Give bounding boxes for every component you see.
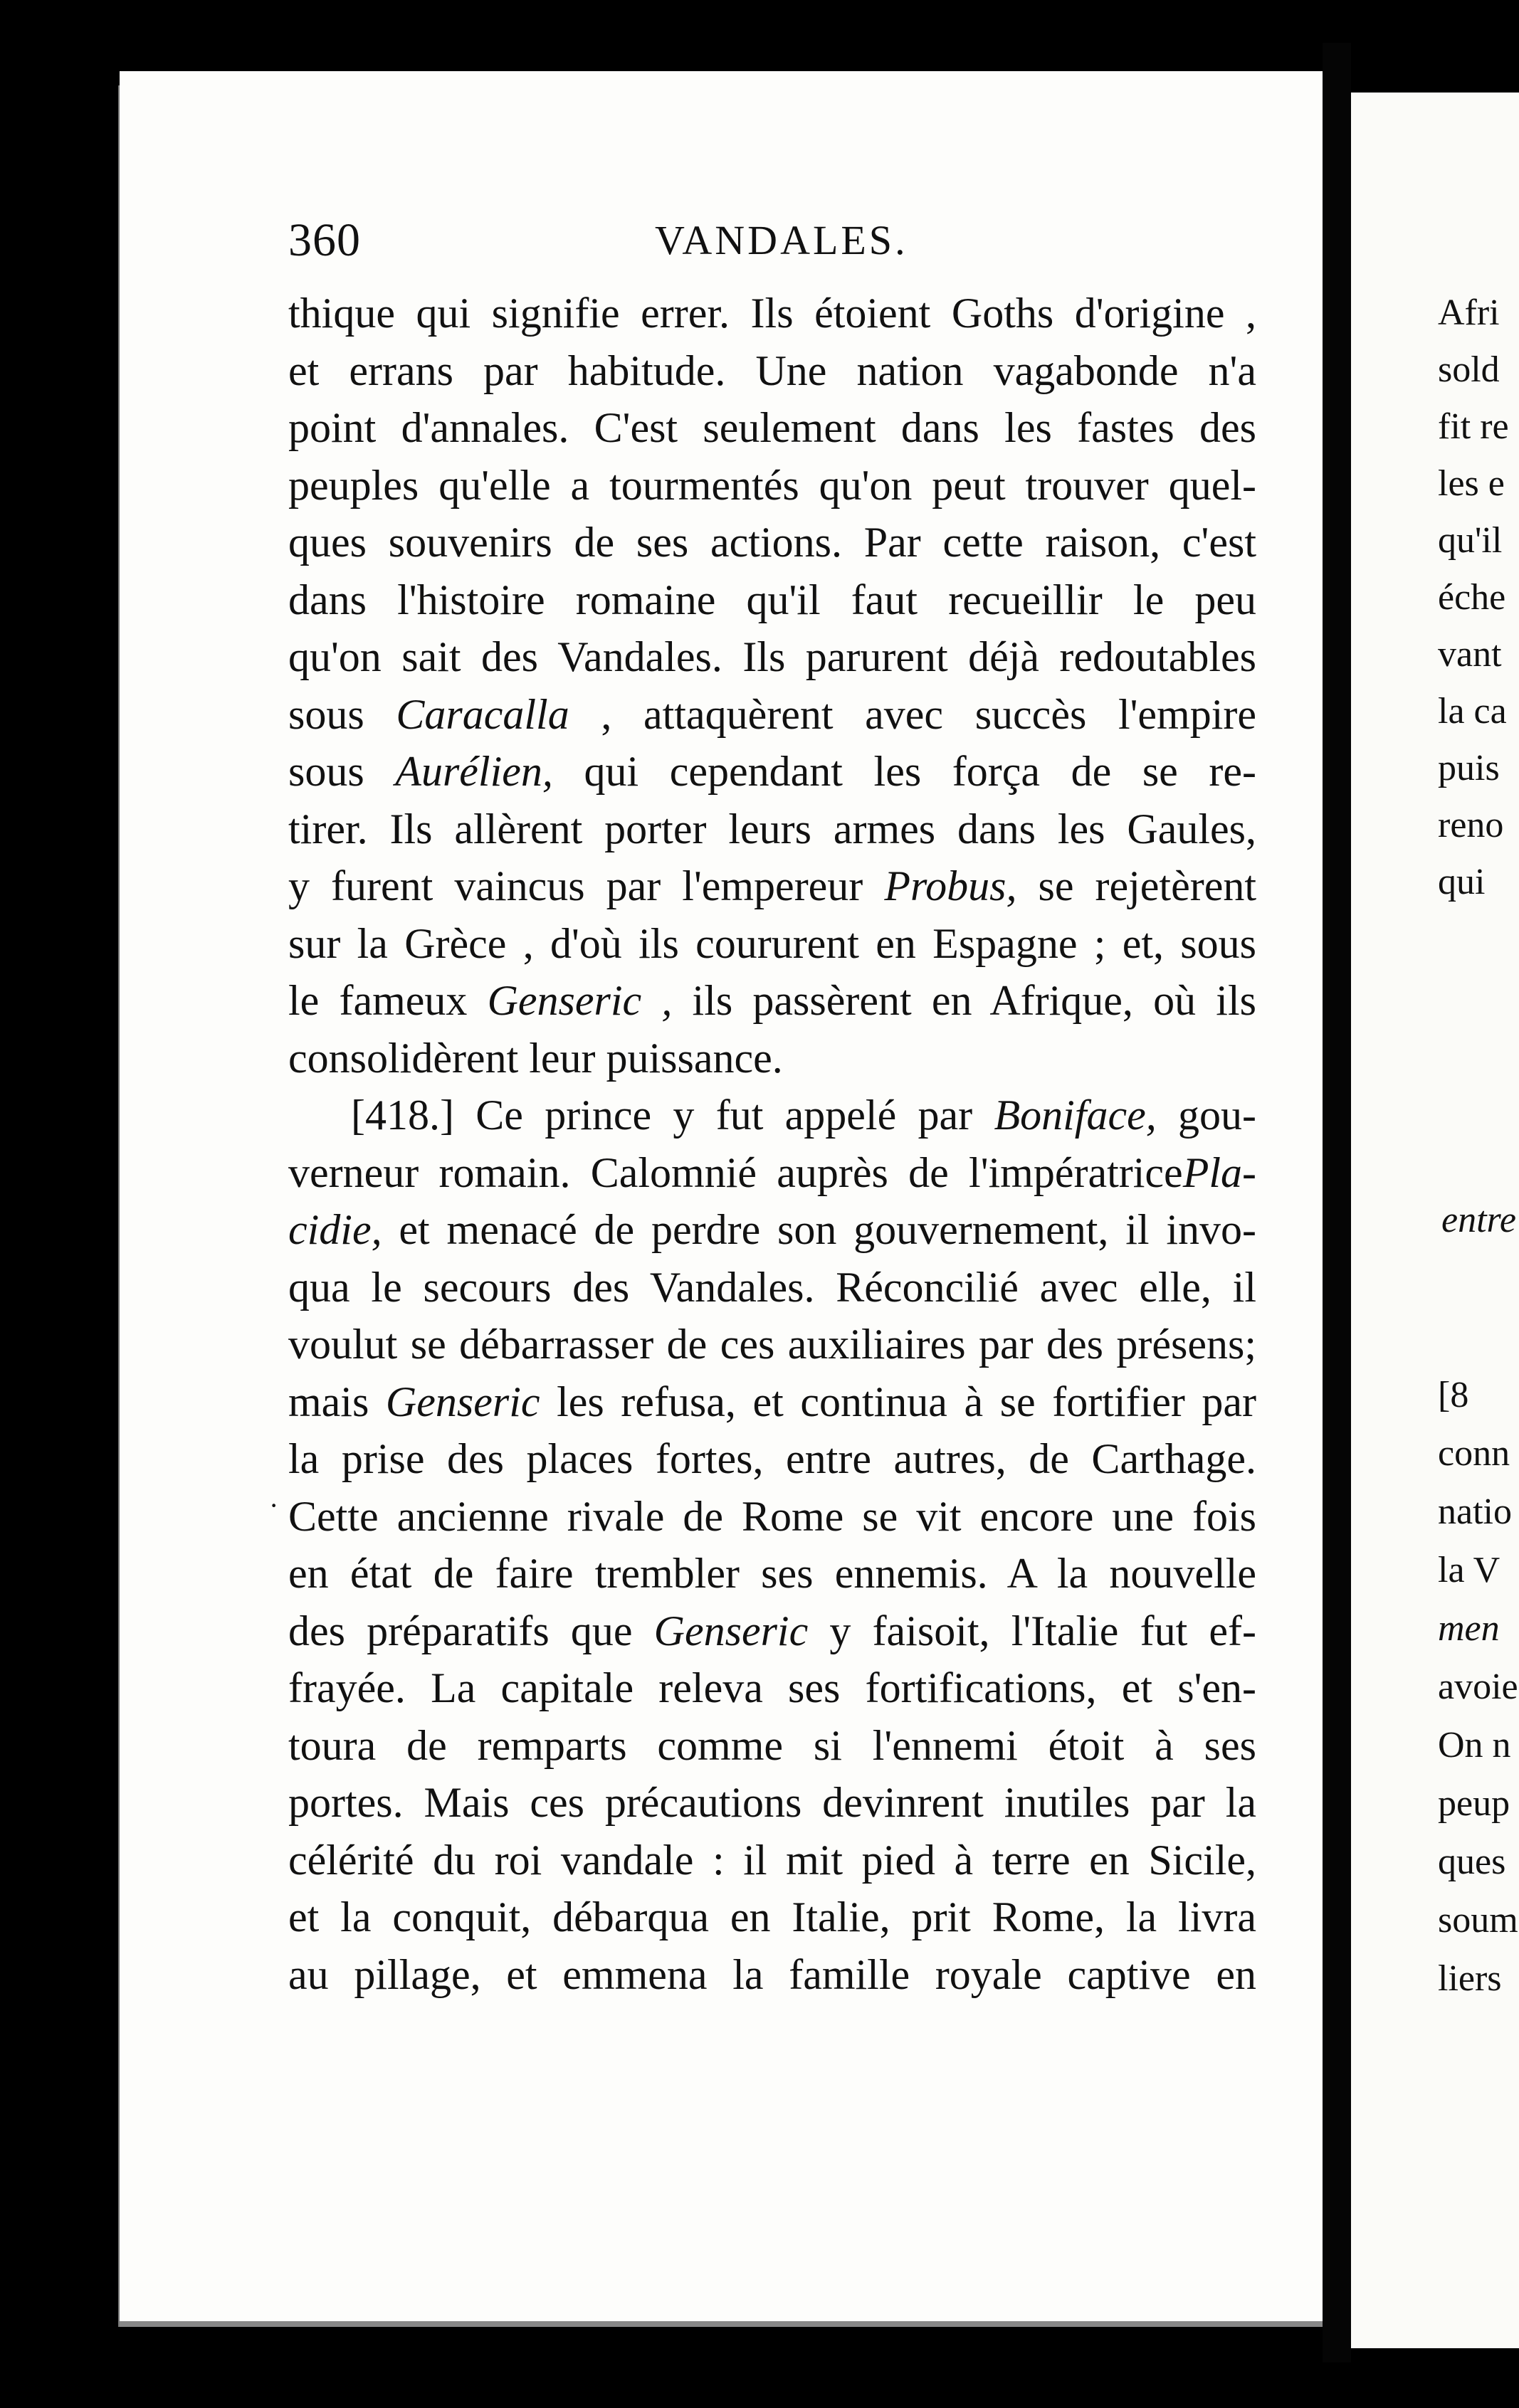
- page-number: 360: [288, 214, 361, 266]
- fragment: sold: [1438, 349, 1500, 390]
- fragment: la ca: [1438, 691, 1507, 732]
- fragment: soum: [1438, 1900, 1518, 1940]
- text-line: et la conquit, débarqua en Italie, prit Rome, la livra: [288, 1894, 1256, 1940]
- page-header: [288, 213, 1256, 270]
- text-line: thique qui signifie errer. Ils étoient Goths d'origine ,: [288, 290, 1256, 337]
- fragment: les e: [1438, 463, 1505, 504]
- text-line: sous Caracalla , attaquèrent avec succès l'empire: [288, 690, 1257, 738]
- fragment: la V: [1438, 1550, 1500, 1590]
- italic-name: Caracalla: [396, 690, 569, 738]
- text-line: qu'on sait des Vandales. Ils parurent déjà redoutables: [288, 633, 1256, 680]
- text-line: en état de faire trembler ses ennemis. A la nouvelle: [288, 1550, 1256, 1597]
- text-line: verneur romain. Calomnié auprès de l'impératricePla-: [288, 1148, 1256, 1196]
- text-line: mais Genseric les refusa, et continua à se fortifier par: [288, 1378, 1256, 1425]
- italic-name: cidie,: [288, 1206, 382, 1253]
- fragment: qui: [1438, 862, 1486, 902]
- fragment: men: [1438, 1608, 1500, 1649]
- margin-mark: ·: [269, 1489, 279, 1521]
- fragment: Afri: [1438, 292, 1500, 333]
- text-line: dans l'histoire romaine qu'il faut recueillir le peu: [288, 576, 1256, 623]
- text-line: point d'annales. C'est seulement dans les fastes des: [288, 404, 1256, 451]
- running-head: VANDALES.: [655, 217, 908, 263]
- text-line: [418.] Ce prince y fut appelé par Boniface, gou-: [351, 1092, 1256, 1139]
- fragment: natio: [1438, 1491, 1512, 1532]
- text-line: célérité du roi vandale : il mit pied à terre en Sicile,: [288, 1836, 1256, 1884]
- text-line: qua le secours des Vandales. Réconcilié avec elle, il: [288, 1263, 1256, 1311]
- page-bottom-edge: [120, 2321, 1323, 2327]
- text-line: le fameux Genseric , ils passèrent en Afrique, où ils: [288, 977, 1256, 1024]
- facing-page-italic-fragment: entre: [1441, 1200, 1516, 1240]
- fragment: ques: [1438, 1842, 1506, 1882]
- fragment: peup: [1438, 1783, 1510, 1824]
- text-line: frayée. La capitale releva ses fortifications, et s'en-: [288, 1664, 1256, 1711]
- italic-name: Probus,: [884, 862, 1017, 909]
- text-line: voulut se débarrasser de ces auxiliaires par des présens;: [288, 1321, 1256, 1368]
- italic-name: Genseric: [385, 1378, 540, 1425]
- text-line: la prise des places fortes, entre autres, de Carthage.: [288, 1435, 1256, 1482]
- fragment: reno: [1438, 805, 1504, 845]
- book-gutter: [1323, 43, 1351, 2362]
- text-line: toura de remparts comme si l'ennemi étoit à ses: [288, 1721, 1256, 1769]
- fragment: On n: [1438, 1725, 1511, 1765]
- facing-page-fragments-bottom: [1438, 1366, 1519, 2008]
- text-line: des préparatifs que Genseric y faisoit, l'Italie fut ef-: [288, 1607, 1256, 1654]
- text-line: sous Aurélien, qui cependant les força de se re-: [288, 748, 1256, 795]
- text-line: consolidèrent leur puissance.: [288, 1034, 783, 1082]
- italic-name: Aurélien,: [395, 748, 553, 795]
- text-line: ques souvenirs de ses actions. Par cette raison, c'est: [288, 519, 1256, 566]
- text-line: Cette ancienne rivale de Rome se vit encore une fois: [288, 1492, 1256, 1540]
- body-text: [288, 285, 1256, 2003]
- italic-name: Genseric: [653, 1607, 809, 1654]
- facing-page-fragments-top: [1438, 285, 1519, 911]
- fragment: [8: [1438, 1375, 1469, 1415]
- fragment: éche: [1438, 577, 1506, 618]
- text-line: sur la Grèce , d'où ils coururent en Espagne ; et, sous: [288, 919, 1256, 967]
- fragment: liers: [1438, 1958, 1502, 1999]
- text-line: y furent vaincus par l'empereur Probus, se rejetèrent: [288, 862, 1256, 909]
- fragment: puis: [1438, 748, 1500, 788]
- fragment: vant: [1438, 634, 1502, 675]
- text-line: et errans par habitude. Une nation vagabonde n'a: [288, 347, 1256, 394]
- italic-name: Pla-: [1182, 1148, 1256, 1196]
- fragment: qu'il: [1438, 520, 1503, 561]
- fragment: conn: [1438, 1433, 1510, 1474]
- text-line: peuples qu'elle a tourmentés qu'on peut trouver quel-: [288, 461, 1256, 509]
- italic-name: Boniface,: [994, 1092, 1157, 1139]
- fragment: fit re: [1438, 406, 1509, 447]
- text-line: tirer. Ils allèrent porter leurs armes dans les Gaules,: [288, 805, 1256, 852]
- text-line: au pillage, et emmena la famille royale captive en: [288, 1950, 1256, 1998]
- text-line: portes. Mais ces précautions devinrent inutiles par la: [288, 1779, 1256, 1826]
- italic-name: Genseric ,: [487, 977, 673, 1024]
- fragment: avoie: [1438, 1667, 1518, 1707]
- text-line: cidie, et menacé de perdre son gouvernement, il invo-: [288, 1206, 1256, 1253]
